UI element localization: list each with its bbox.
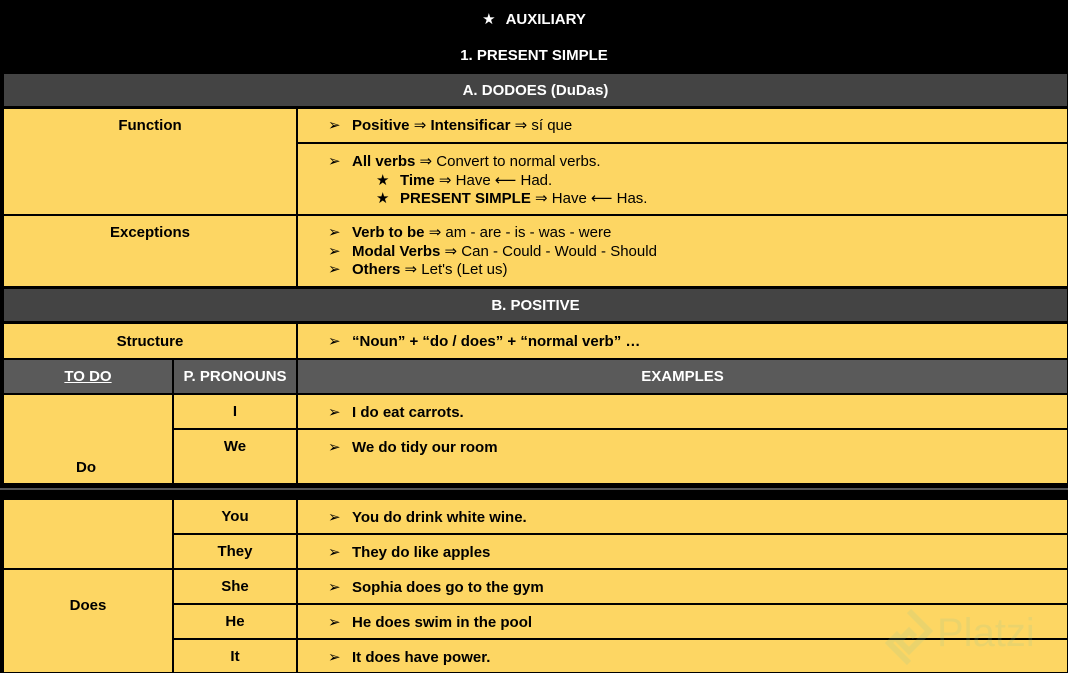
arrow-icon: ➢ xyxy=(328,117,341,134)
pronoun: It xyxy=(230,648,240,665)
function-sub1-text: ⇒ Have ⟵ Had. xyxy=(434,171,553,189)
arrow-icon: ➢ xyxy=(328,242,341,260)
pronoun-cell xyxy=(173,534,297,569)
arrow-icon: ➢ xyxy=(328,544,341,561)
example-text: You do drink white wine. xyxy=(352,509,527,526)
arrow-icon: ➢ xyxy=(328,649,341,666)
page-subtitle: 1. PRESENT SIMPLE xyxy=(460,46,608,64)
exception-text: ⇒ Can - Could - Would - Should xyxy=(440,242,657,260)
function-row-2 xyxy=(297,143,1068,215)
example-text: He does swim in the pool xyxy=(352,614,533,631)
structure-label: Structure xyxy=(116,332,184,350)
do-label: Do xyxy=(76,459,96,476)
col-header-pronouns xyxy=(173,359,297,394)
function-row2-text: ⇒ Convert to normal verbs. xyxy=(415,153,601,170)
example-text: Sophia does go to the gym xyxy=(352,579,544,596)
function-row2-bold: All verbs xyxy=(352,153,416,170)
exception-bold: Verb to be xyxy=(352,224,425,241)
watermark-text: Platzi xyxy=(937,611,1035,655)
pronoun-cell xyxy=(173,499,297,534)
arrow-icon: ➢ xyxy=(328,614,341,631)
title-bar xyxy=(0,0,1068,38)
function-row1-text2: ⇒ sí que xyxy=(510,117,573,134)
exception-text: ⇒ Let's (Let us) xyxy=(400,261,508,278)
todo-header: TO DO xyxy=(64,368,112,385)
examples-header: EXAMPLES xyxy=(641,368,724,385)
pronoun: You xyxy=(221,508,249,525)
arrow-icon: ➢ xyxy=(328,404,341,421)
function-label: Function xyxy=(118,117,182,134)
section-a-title: A. DODOES (DuDas) xyxy=(462,81,609,99)
exception-item xyxy=(328,261,1067,280)
col-header-todo xyxy=(3,359,173,394)
example-cell xyxy=(297,499,1068,534)
exceptions-label: Exceptions xyxy=(109,224,191,241)
example-cell xyxy=(297,394,1068,429)
arrow-icon: ➢ xyxy=(328,333,341,350)
pronoun-cell xyxy=(173,394,297,429)
star-icon: ★ xyxy=(376,171,390,189)
function-sub1-bold: Time xyxy=(400,171,435,189)
arrow-icon: ➢ xyxy=(328,153,341,170)
pronoun-cell xyxy=(173,639,297,673)
exception-bold: Modal Verbs xyxy=(352,242,441,260)
pronouns-header: P. PRONOUNS xyxy=(183,368,287,385)
platzi-logo-icon xyxy=(885,609,933,665)
arrow-icon: ➢ xyxy=(328,579,341,596)
exceptions-cell xyxy=(297,215,1068,287)
structure-cell xyxy=(297,323,1068,359)
subtitle-bar xyxy=(0,38,1068,72)
platzi-watermark xyxy=(885,607,1068,667)
structure-text: “Noun” + “do / does” + “normal verb” … xyxy=(352,333,641,350)
do-label-cell xyxy=(3,394,173,484)
function-row-1 xyxy=(297,108,1068,143)
section-b-title: B. POSITIVE xyxy=(491,296,580,314)
arrow-icon: ➢ xyxy=(328,439,341,456)
exception-item xyxy=(328,243,1067,262)
col-header-examples xyxy=(297,359,1068,394)
pronoun: They xyxy=(217,543,253,560)
pronoun-cell xyxy=(173,429,297,484)
function-row1-bold1: Positive xyxy=(352,117,410,134)
star-icon: ★ xyxy=(482,11,496,28)
example-text: It does have power. xyxy=(352,649,491,666)
pronoun: I xyxy=(232,403,238,420)
example-text: They do like apples xyxy=(352,544,491,561)
do-continued-cell xyxy=(3,499,173,569)
example-text: I do eat carrots. xyxy=(352,404,464,421)
star-icon: ★ xyxy=(376,190,390,207)
does-label: Does xyxy=(69,597,107,614)
pronoun: He xyxy=(225,613,245,630)
function-row1-bold2: Intensificar xyxy=(430,117,511,134)
function-label-cell xyxy=(3,108,297,215)
pronoun-cell xyxy=(173,604,297,639)
example-cell xyxy=(297,569,1068,604)
structure-label-cell xyxy=(3,323,297,359)
does-label-cell xyxy=(3,569,173,673)
section-b-header xyxy=(3,288,1068,322)
function-sub2-bold: PRESENT SIMPLE xyxy=(400,190,531,207)
exceptions-label-cell xyxy=(3,215,297,287)
function-row1-text1: ⇒ xyxy=(409,117,431,134)
pronoun: She xyxy=(221,578,249,595)
example-cell xyxy=(297,429,1068,484)
page-break-line xyxy=(0,488,1068,490)
arrow-icon: ➢ xyxy=(328,224,341,241)
example-cell xyxy=(297,534,1068,569)
example-text: We do tidy our room xyxy=(352,439,498,456)
exception-bold: Others xyxy=(352,261,401,278)
pronoun-cell xyxy=(173,569,297,604)
arrow-icon: ➢ xyxy=(328,261,341,278)
page-title: AUXILIARY xyxy=(505,10,586,28)
section-a-header xyxy=(3,73,1068,107)
arrow-icon: ➢ xyxy=(328,509,341,526)
exception-text: ⇒ am - are - is - was - were xyxy=(424,224,612,241)
function-sub2-text: ⇒ Have ⟵ Has. xyxy=(530,190,648,207)
exception-item xyxy=(328,224,1067,243)
pronoun: We xyxy=(223,438,247,455)
